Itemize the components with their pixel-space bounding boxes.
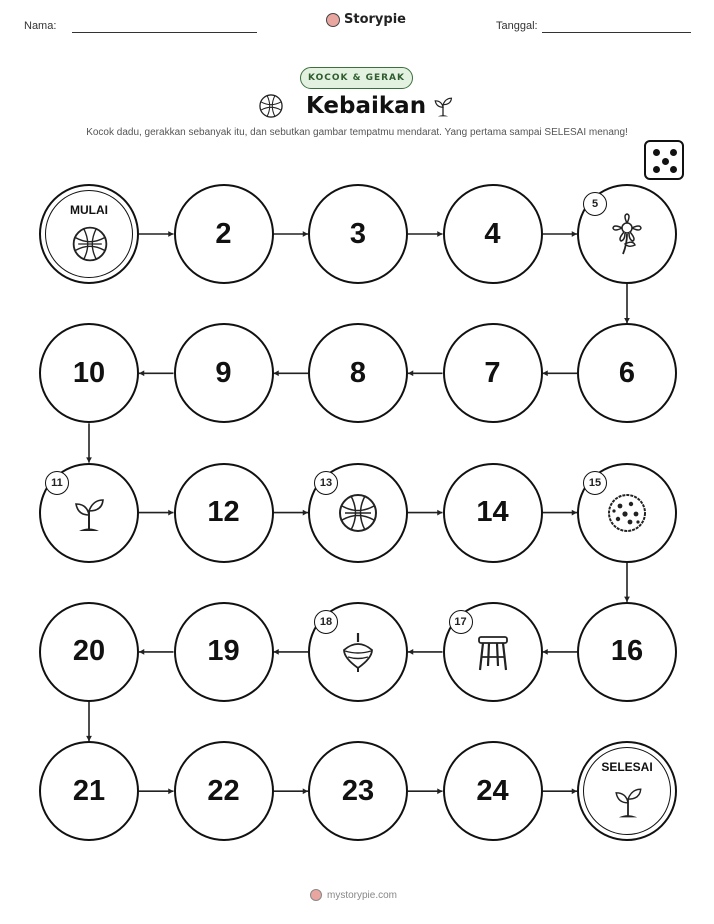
path-arrow [139,510,174,516]
cell-number: 22 [207,774,240,807]
brand-logo [326,12,406,27]
instructions: Kocok dadu, gerakkan sebanyak itu, dan sebutkan gambar tempatmu mendarat. Yang pertama sampai SELESAI menang! [86,127,628,138]
finish-cell [577,741,677,841]
cell-number: 14 [476,496,509,529]
spinning-top-icon [336,630,380,674]
path-arrow [543,649,578,655]
board-cell [39,323,139,423]
path-arrow [274,231,309,237]
board-cell-picture [443,602,543,702]
path-arrow [139,788,174,794]
board-cell [443,184,543,284]
cell-number: 2 [215,217,232,250]
board-cell [174,741,274,841]
brand-name: Storypie [344,12,406,27]
footer-site: mystorypie.com [327,889,398,901]
cell-number-badge: 17 [449,610,473,634]
path-arrow [624,284,630,323]
cell-number-badge: 11 [45,471,69,495]
board-cell [174,184,274,284]
flower-icon [605,212,649,256]
cell-number-badge: 15 [583,471,607,495]
board-cell-picture [577,184,677,284]
cell-number: 24 [476,774,509,807]
path-arrow [408,370,443,376]
board-cell [308,323,408,423]
cell-number: 20 [72,635,106,668]
cell-number: 8 [349,356,367,389]
board-cell [443,741,543,841]
sprout-icon [67,491,111,535]
cell-number: 23 [341,774,375,807]
board-cell [443,323,543,423]
board-cell [39,741,139,841]
stool-icon [471,630,515,674]
path-arrow [139,231,174,237]
path-arrow [408,231,443,237]
cell-number: 3 [349,217,367,250]
path-arrow [543,370,578,376]
cookie-icon [605,491,649,535]
path-arrow [543,231,578,237]
cell-number: 16 [610,635,644,668]
board-cell [577,323,677,423]
start-cell [39,184,139,284]
ball-icon [336,491,380,535]
cell-number: 19 [207,635,240,668]
start-label: MULAI [70,203,108,217]
board-cell [174,602,274,702]
board-cell [443,463,543,563]
path-arrow [408,788,443,794]
date-label: Tanggal: [496,20,538,32]
path-arrow [624,563,630,602]
cell-number-badge: 13 [314,471,338,495]
board-cell-picture [577,463,677,563]
path-arrow [408,510,443,516]
path-arrow [86,423,92,462]
path-arrow [274,788,309,794]
board-cell [577,602,677,702]
mascot-icon [326,13,340,27]
board-cell [308,184,408,284]
cell-number: 9 [215,356,232,389]
board-cell-picture [308,463,408,563]
board-cell-picture [308,602,408,702]
board-cell [308,741,408,841]
ball-icon [258,93,284,119]
sprout-icon [430,93,456,119]
finish-label: SELESAI [601,760,653,775]
path-arrow [274,370,309,376]
path-arrow [274,649,309,655]
path-arrow [274,510,309,516]
board-cell-picture [39,463,139,563]
cell-number: 4 [484,217,501,250]
path-arrow [543,510,578,516]
name-field[interactable] [72,32,257,33]
ball-icon [70,224,110,264]
path-arrow [139,649,174,655]
activity-tag: KOCOK & GERAK [300,67,413,89]
cell-number-badge: 18 [314,610,338,634]
footer [310,889,397,901]
mascot-icon [310,889,322,901]
cell-number: 7 [484,356,501,389]
path-arrow [86,702,92,741]
board-cell [174,323,274,423]
cell-number: 21 [72,774,106,807]
cell-number: 6 [618,356,636,389]
page-title: Kebaikan [306,93,427,119]
path-arrow [543,788,578,794]
board-cell [39,602,139,702]
cell-number-badge: 5 [583,192,607,216]
cell-number: 12 [207,496,240,529]
board-cell [174,463,274,563]
sprout-icon [608,781,648,821]
name-label: Nama: [24,20,57,32]
path-arrow [408,649,443,655]
cell-number: 10 [72,356,106,389]
path-arrow [139,370,174,376]
date-field[interactable] [542,32,691,33]
dice-icon [644,140,684,180]
